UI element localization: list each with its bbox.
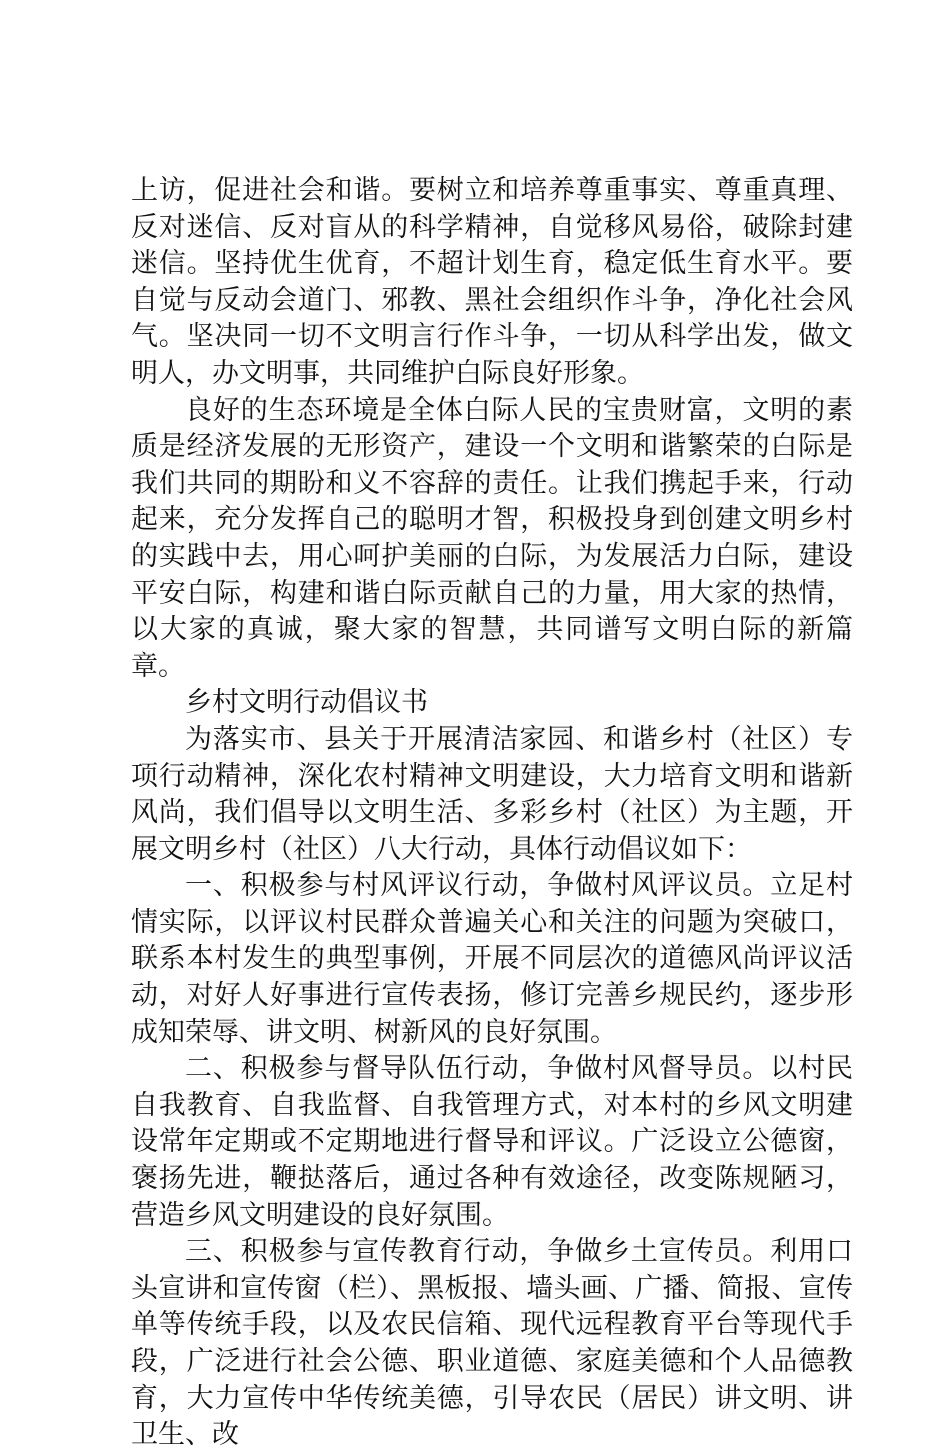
paragraph-5: 二、积极参与督导队伍行动，争做村风督导员。以村民自我教育、自我监督、自我管理方式，对本村的乡风文明建设常年定期或不定期地进行督导和评议。广泛设立公德窗，褒扬先进，鞭挞落后，通过各种有效途径，改变陈规陋习，营造乡风文明建设的良好氛围。 (131, 1053, 853, 1231)
paragraph-6: 三、积极参与宣传教育行动，争做乡土宣传员。利用口头宣讲和宣传窗（栏）、黑板报、墙头画、广播、简报、宣传单等传统手段，以及农民信箱、现代远程教育平台等现代手段，广泛进行社会公德、职业道德、家庭美德和个人品德教育，大力宣传中华传统美德，引导农民（居民）讲文明、讲卫生、改 (131, 1236, 853, 1451)
section-title: 乡村文明行动倡议书 (185, 687, 428, 719)
paragraph-4: 一、积极参与村风评议行动，争做村风评议员。立足村情实际，以评议村民群众普遍关心和关注的问题为突破口，联系本村发生的典型事例，开展不同层次的道德风尚评议活动，对好人好事进行宣传表扬，修订完善乡规民约，逐步形成知荣辱、讲文明、树新风的良好氛围。 (131, 870, 853, 1048)
document-body (131, 173, 853, 1454)
paragraph-2: 良好的生态环境是全体白际人民的宝贵财富，文明的素质是经济发展的无形资产，建设一个文明和谐繁荣的白际是我们共同的期盼和义不容辞的责任。让我们携起手来，行动起来，充分发挥自己的聪明才智，积极投身到创建文明乡村的实践中去，用心呵护美丽的白际，为发展活力白际，建设平安白际，构建和谐白际贡献自己的力量，用大家的热情，以大家的真诚，聚大家的智慧，共同谱写文明白际的新篇章。 (131, 394, 853, 682)
paragraph-1: 上访，促进社会和谐。要树立和培养尊重事实、尊重真理、反对迷信、反对盲从的科学精神，自觉移风易俗，破除封建迷信。坚持优生优育，不超计划生育，稳定低生育水平。要自觉与反动会道门、邪教、黑社会组织作斗争，净化社会风气。坚决同一切不文明言行作斗争，一切从科学出发，做文明人，办文明事，共同维护白际良好形象。 (131, 175, 853, 389)
paragraph-3: 为落实市、县关于开展清洁家园、和谐乡村（社区）专项行动精神，深化农村精神文明建设，大力培育文明和谐新风尚，我们倡导以文明生活、多彩乡村（社区）为主题，开展文明乡村（社区）八大行动，具体行动倡议如下： (131, 723, 853, 865)
